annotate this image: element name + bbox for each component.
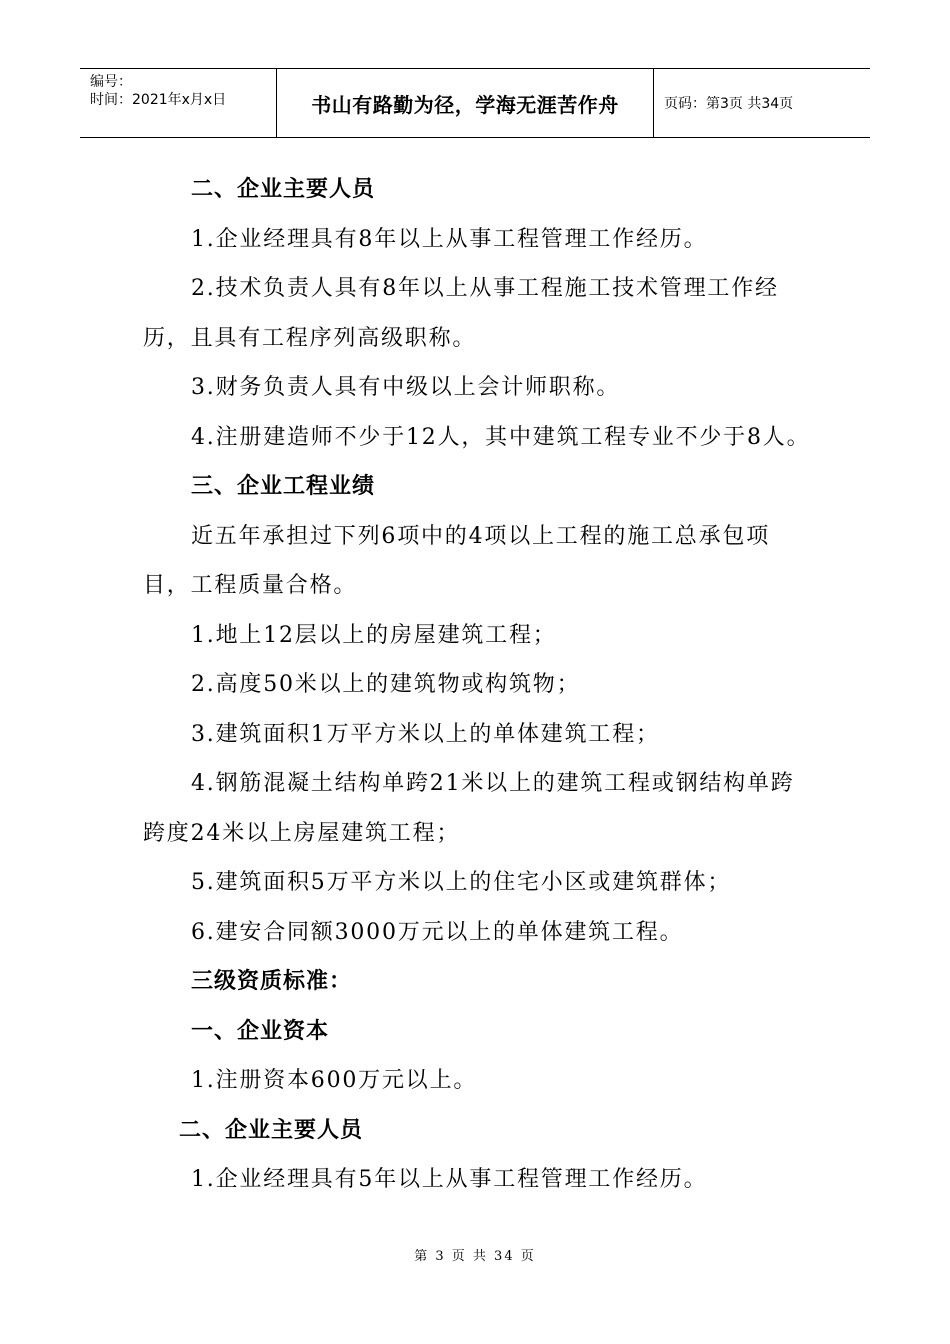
paragraph-line: 历，且具有工程序列高级职称。 xyxy=(143,325,477,351)
document-number: 编号： xyxy=(90,74,132,90)
paragraph-line: 3.财务负责人具有中级以上会计师职称。 xyxy=(191,375,621,400)
document-body xyxy=(143,165,813,1205)
paragraph-line: 近五年承担过下列6项中的4项以上工程的施工总承包项 xyxy=(191,523,770,549)
paragraph-line: 跨度24米以上房屋建筑工程； xyxy=(143,820,461,846)
header-page-info: 页码：第3页 共34页 xyxy=(664,96,794,112)
paragraph-line: 目，工程质量合格。 xyxy=(143,573,358,598)
section-heading: 一、企业资本 xyxy=(191,1018,330,1044)
list-item: 1.企业经理具有5年以上从事工程管理工作经历。 xyxy=(191,1167,708,1192)
paragraph-line: 2.技术负责人具有8年以上从事工程施工技术管理工作经 xyxy=(191,276,779,301)
list-item: 3.建筑面积1万平方米以上的单体建筑工程； xyxy=(191,721,660,747)
page-header xyxy=(80,68,870,138)
document-time: 时间：2021年x月x日 xyxy=(90,92,227,108)
header-motto: 书山有路勤为径，学海无涯苦作舟 xyxy=(277,69,654,137)
list-item: 6.建安合同额3000万元以上的单体建筑工程。 xyxy=(191,919,684,945)
list-item: 5.建筑面积5万平方米以上的住宅小区或建筑群体； xyxy=(191,870,732,895)
section-heading: 二、企业主要人员 xyxy=(179,1117,364,1143)
list-item: 1.注册资本600万元以上。 xyxy=(191,1068,478,1093)
section-heading: 三、企业工程业绩 xyxy=(191,474,376,499)
section-heading: 三级资质标准： xyxy=(191,969,353,994)
page-footer: 第 3 页 共 34 页 xyxy=(414,1249,536,1264)
list-item: 2.高度50米以上的建筑物或构筑物； xyxy=(191,672,581,697)
paragraph-line: 1.企业经理具有8年以上从事工程管理工作经历。 xyxy=(191,226,708,252)
section-heading: 二、企业主要人员 xyxy=(191,177,376,202)
list-item: 4.钢筋混凝土结构单跨21米以上的建筑工程或钢结构单跨 xyxy=(191,771,795,796)
list-item: 1.地上12层以上的房屋建筑工程； xyxy=(191,622,557,648)
header-meta xyxy=(80,69,277,137)
paragraph-line: 4.注册建造师不少于12人，其中建筑工程专业不少于8人。 xyxy=(191,424,811,450)
